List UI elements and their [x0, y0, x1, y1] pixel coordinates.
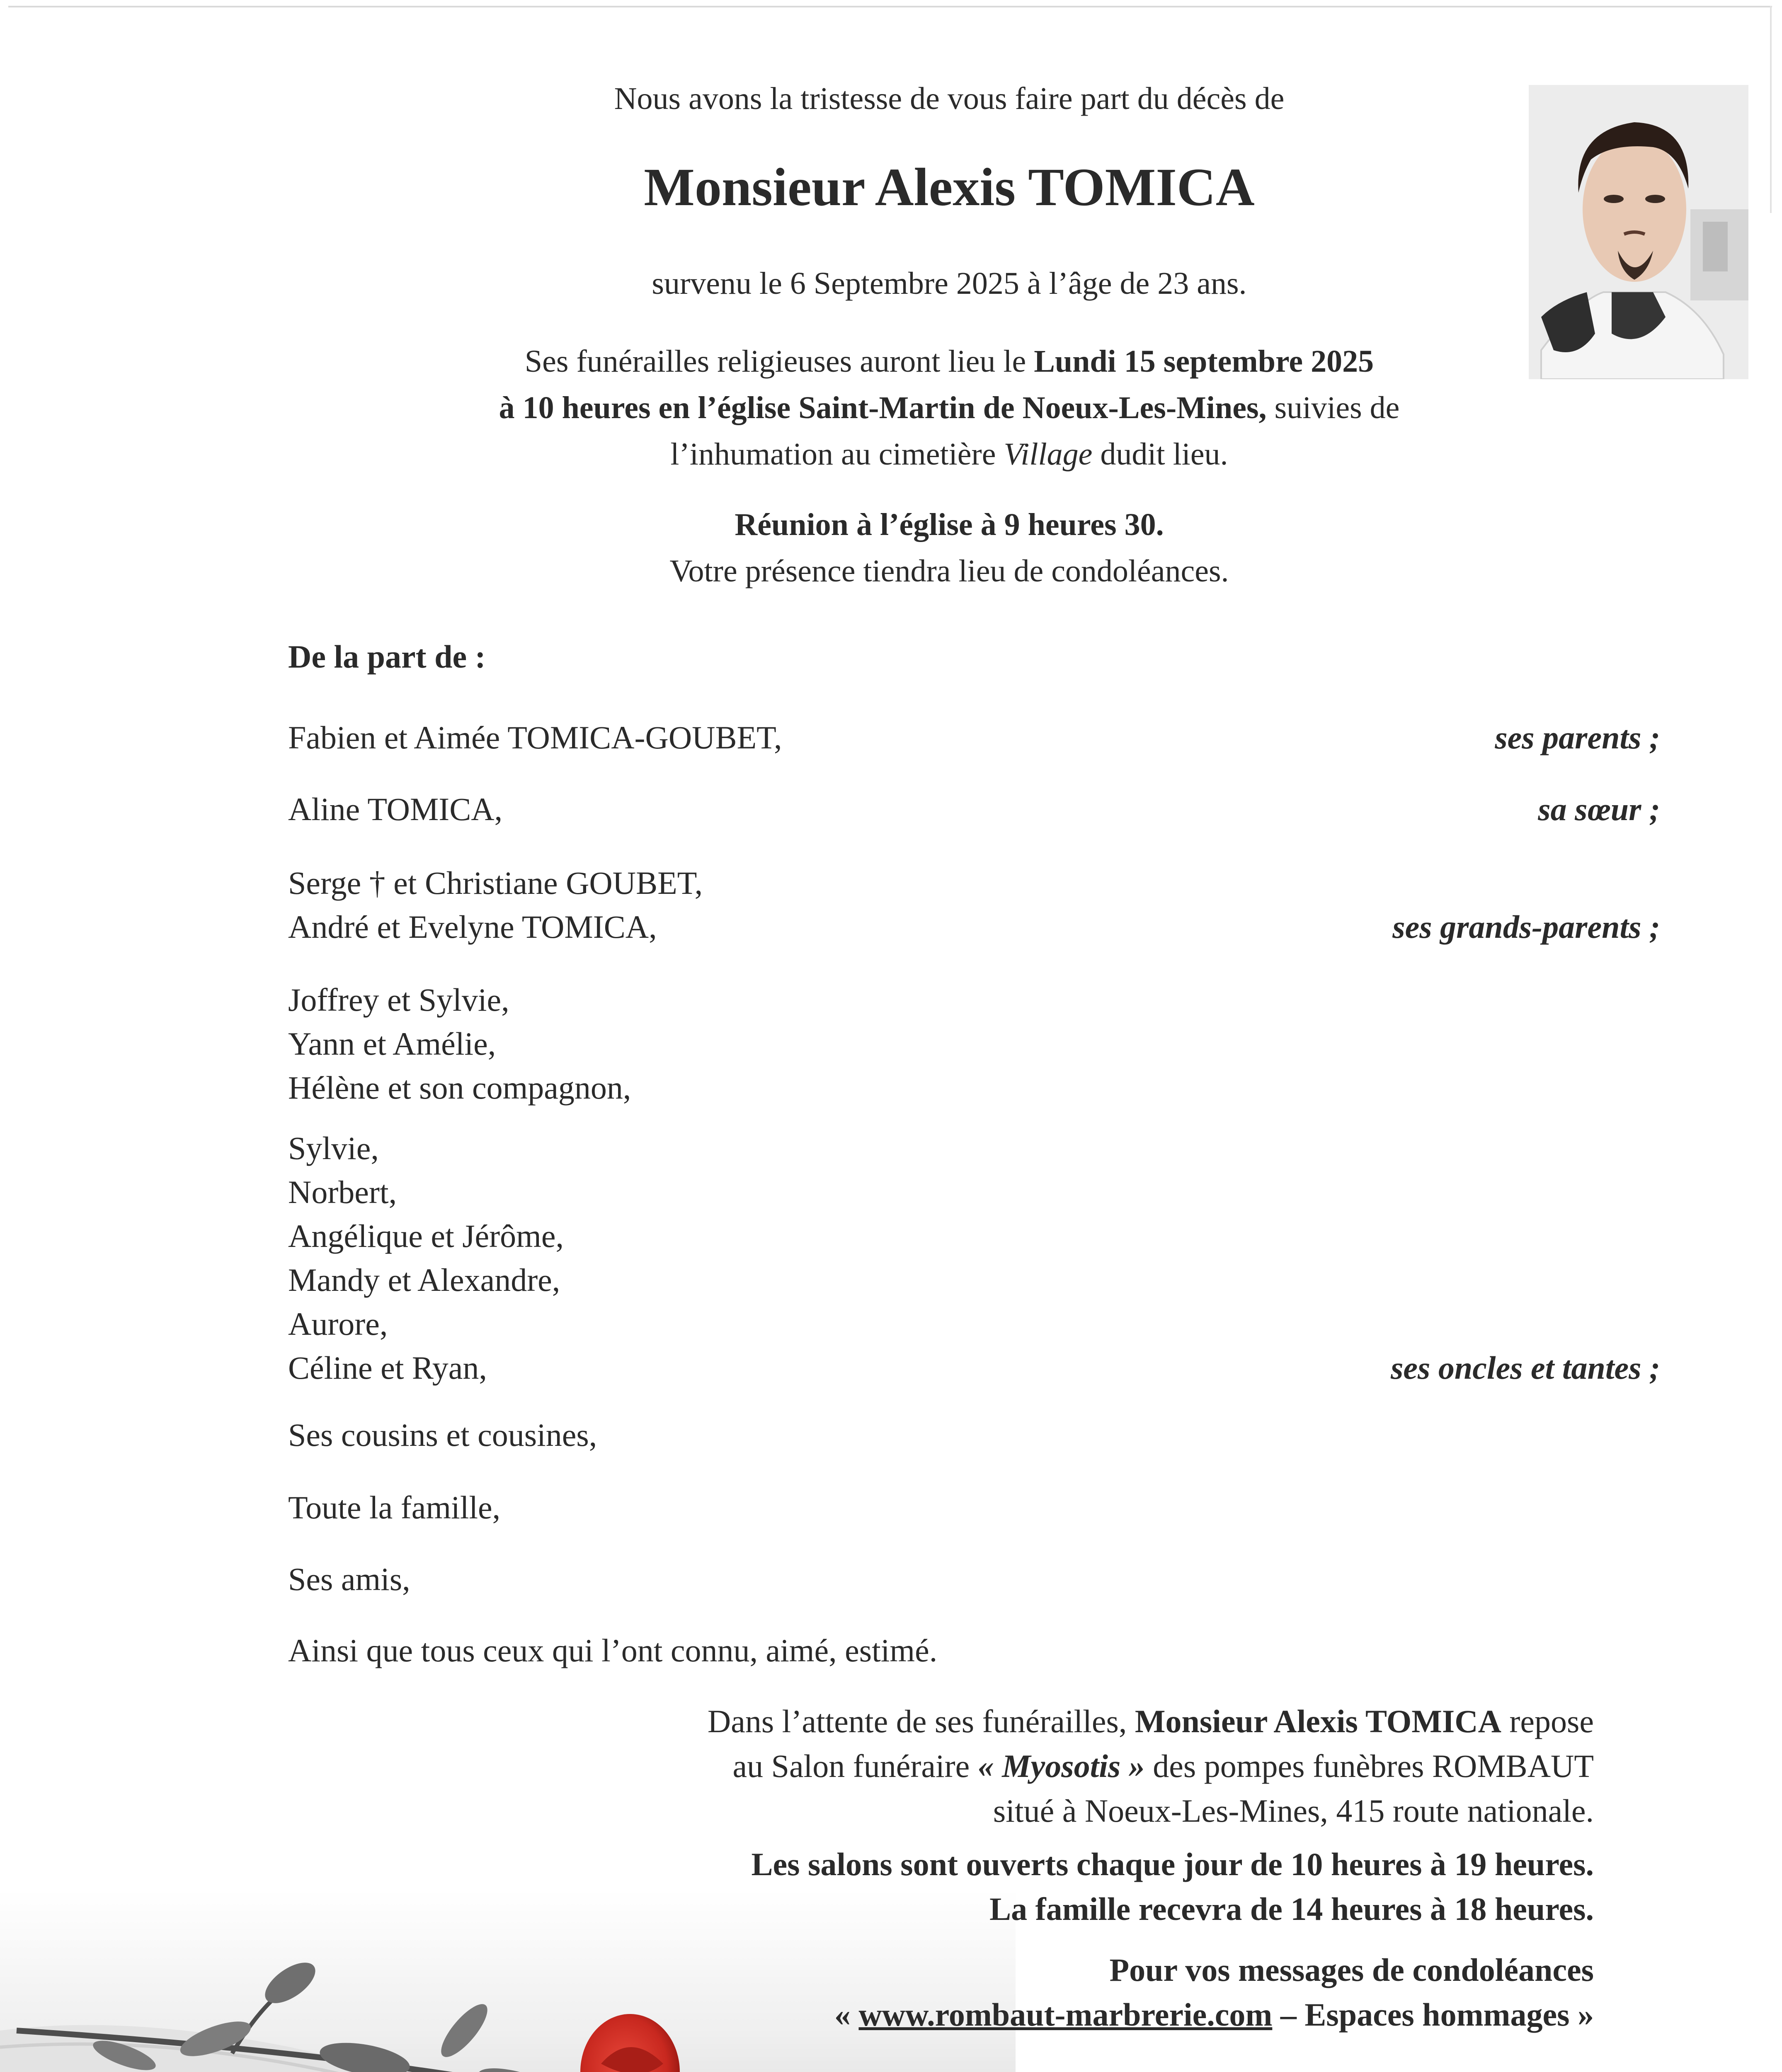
- scan-edge-top: [8, 6, 1772, 7]
- family-name-line: Hélène et son compagnon,: [288, 1070, 631, 1106]
- repose-line-1: Dans l’attente de ses funérailles, Monsieur Alexis TOMICA repose: [707, 1703, 1594, 1739]
- family-name-line: Ses cousins et cousines,: [288, 1417, 597, 1453]
- family-group-uncles-aunts: [288, 1126, 1660, 1390]
- family-group-all: [288, 1629, 1660, 1673]
- family-name-line: Joffrey et Sylvie,: [288, 982, 509, 1018]
- scan-edge-right: [1770, 6, 1772, 213]
- family-group-grandparents: [288, 861, 1660, 949]
- family-name-line: Norbert,: [288, 1174, 397, 1210]
- condolences-title: Pour vos messages de condoléances: [1109, 1952, 1594, 1988]
- repose-paragraph: [456, 1699, 1594, 1833]
- death-date-text: survenu le 6 Septembre 2025 à l’âge de 23 ans.: [652, 266, 1247, 301]
- family-group-parents: [288, 716, 1660, 760]
- family-role: sa sœur ;: [1538, 791, 1660, 827]
- family-name-line: Aline TOMICA,: [288, 791, 503, 827]
- portrait-photo: [1529, 85, 1748, 379]
- funeral-line-1: Ses funérailles religieuses auront lieu le Lundi 15 septembre 2025: [524, 344, 1374, 379]
- intro-text: Nous avons la tristesse de vous faire part du décès de: [614, 81, 1285, 116]
- salons-hours: [456, 1842, 1594, 1932]
- family-group-whole-family: [288, 1486, 1660, 1530]
- family-name-line: André et Evelyne TOMICA,: [288, 909, 657, 945]
- family-name-line: Angélique et Jérôme,: [288, 1218, 564, 1254]
- family-name-line: Yann et Amélie,: [288, 1026, 496, 1062]
- repose-line-3: situé à Noeux-Les-Mines, 415 route nationale.: [993, 1793, 1594, 1829]
- family-reception-hours: La famille recevra de 14 heures à 18 heures.: [989, 1891, 1594, 1927]
- family-name-line: Céline et Ryan,: [288, 1350, 487, 1386]
- meeting-time: Réunion à l’église à 9 heures 30.: [735, 507, 1164, 542]
- meeting-paragraph: [232, 501, 1666, 594]
- family-role: ses grands-parents ;: [1392, 909, 1660, 945]
- family-name-line: Fabien et Aimée TOMICA-GOUBET,: [288, 719, 782, 755]
- funeral-paragraph: [232, 338, 1666, 477]
- presence-note: Votre présence tiendra lieu de condoléances.: [669, 554, 1229, 588]
- repose-line-2: au Salon funéraire « Myosotis » des pompes funèbres ROMBAUT: [732, 1748, 1594, 1784]
- family-group-cousins: [288, 1413, 1660, 1457]
- website-link[interactable]: www.rombaut-marbrerie.com: [858, 1997, 1273, 2033]
- family-name-line: Toute la famille,: [288, 1489, 501, 1525]
- family-name-line: Ainsi que tous ceux qui l’ont connu, aimé, estimé.: [288, 1632, 938, 1668]
- funeral-line-2: à 10 heures en l’église Saint-Martin de Noeux-Les-Mines, suivies de: [499, 390, 1400, 425]
- family-name-line: Mandy et Alexandre,: [288, 1262, 560, 1298]
- family-name-line: Serge † et Christiane GOUBET,: [288, 865, 703, 901]
- family-name-line: Ses amis,: [288, 1561, 410, 1597]
- family-role: ses oncles et tantes ;: [1391, 1350, 1660, 1386]
- family-name-line: Aurore,: [288, 1306, 388, 1342]
- funeral-line-3: l’inhumation au cimetière Village dudit lieu.: [670, 437, 1228, 472]
- family-group-friends: [288, 1557, 1660, 1601]
- family-group-sister: [288, 787, 1660, 831]
- family-name-line: Sylvie,: [288, 1130, 379, 1166]
- family-role: ses parents ;: [1495, 719, 1660, 755]
- family-group-cousins-of-parents: [288, 978, 1660, 1110]
- from-title: De la part de :: [288, 639, 486, 675]
- deceased-name: Monsieur Alexis TOMICA: [644, 157, 1255, 217]
- condolences-paragraph: [456, 1948, 1594, 2037]
- condolences-link-line: « www.rombaut-marbrerie.com – Espaces hommages »: [834, 1997, 1594, 2033]
- salons-open-hours: Les salons sont ouverts chaque jour de 10 heures à 19 heures.: [751, 1846, 1594, 1882]
